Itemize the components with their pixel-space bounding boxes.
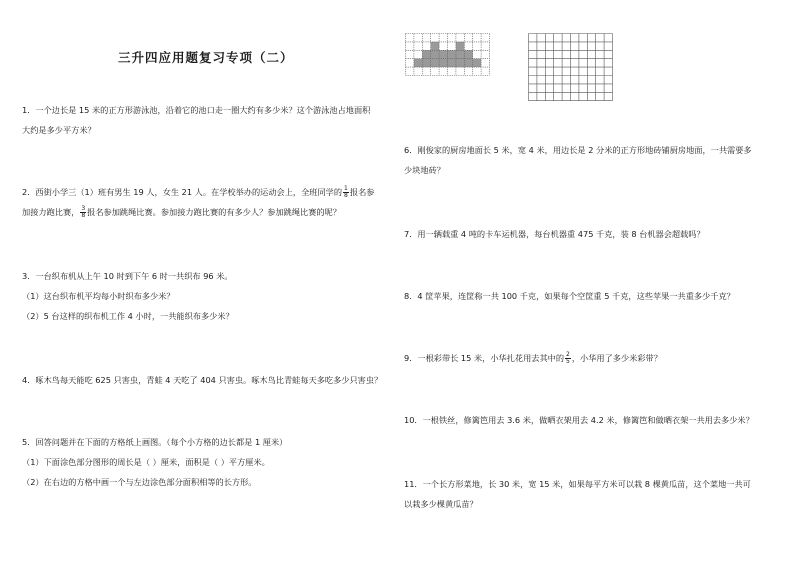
fraction-denominator: 8 — [81, 212, 86, 219]
shaded-grid-shaded-cell — [422, 59, 430, 67]
shaded-grid — [405, 33, 490, 76]
question-10-line-1: 10．一根铁丝，修篱笆用去 3.6 米，做晒衣架用去 4.2 米，修篱笆和做晒衣架一共用去多少米？ — [404, 415, 754, 425]
question-9-line-1 — [404, 348, 662, 368]
question-7-line-1: 7．用一辆载重 4 吨的卡车运机器，每台机器重 475 千克，装 8 台机器会超载吗？ — [404, 229, 705, 239]
question-1-line-2: 大约是多少平方米？ — [22, 125, 96, 135]
question-5-line-2: （1）下面涂色部分图形的周长是（ ）厘米，面积是（ ）平方厘米。 — [22, 457, 270, 467]
shaded-grid-shaded-cell — [448, 59, 456, 67]
question-2-line-2 — [22, 202, 341, 222]
question-2-text-d: 报名参加跳绳比赛。参加接力跑比赛的有多少人？参加跳绳比赛的呢？ — [87, 207, 341, 217]
shaded-grid-shaded-cell — [456, 50, 464, 58]
shaded-grid-svg — [405, 33, 490, 76]
question-5-line-3: （2）在右边的方格中画一个与左边涂色部分面积相等的长方形。 — [22, 477, 257, 487]
shaded-grid-shaded-cell — [456, 59, 464, 67]
question-6-line-2: 少块地砖？ — [404, 165, 445, 175]
question-8-line-1: 8．4 筐苹果，连筐称一共 100 千克，如果每个空筐重 5 千克，这些苹果一共重多少千克？ — [404, 291, 735, 301]
fraction-one-eighth — [343, 186, 349, 199]
fraction-three-eighths — [80, 206, 86, 219]
fraction-denominator: 8 — [344, 192, 348, 199]
shaded-grid-shaded-cell — [439, 50, 447, 58]
question-1-line-1: 1．一个边长是 15 米的正方形游泳池，沿着它的池口走一圈大约有多少米？这个游泳池占地面积 — [22, 105, 371, 115]
question-4-line-1: 4．啄木鸟每天能吃 625 只害虫，青蛙 4 天吃了 404 只害虫。啄木鸟比青蛙每天多吃多少只害虫？ — [22, 375, 383, 385]
shaded-grid-shaded-cell — [448, 50, 456, 58]
shaded-grid-shaded-cell — [456, 42, 464, 50]
question-3-line-3: （2）5 台这样的织布机工作 4 小时，一共能织布多少米？ — [22, 311, 234, 321]
fraction-two-fifths — [565, 352, 571, 365]
question-2-text-b: 报名参 — [349, 187, 375, 197]
fraction-numerator: 2 — [566, 351, 570, 358]
question-6-line-1: 6．刚俊家的厨房地面长 5 米，宽 4 米，用边长是 2 分米的正方形地砖铺厨房地面，一共需要多 — [404, 145, 752, 155]
question-2-text-a: 2．西街小学三（1）班有男生 19 人，女生 21 人。在学校举办的运动会上，全班同学的 — [22, 187, 343, 197]
shaded-grid-shaded-cell — [431, 42, 439, 50]
drawing-grid-svg[interactable] — [528, 33, 613, 101]
question-11-line-1: 11．一个长方形菜地，长 30 米，宽 15 米，如果每平方米可以栽 8 棵黄瓜苗，这个菜地一共可 — [404, 479, 751, 489]
fraction-numerator: 1 — [344, 185, 348, 192]
shaded-grid-shaded-cell — [464, 59, 472, 67]
fraction-numerator: 3 — [81, 205, 86, 212]
shaded-grid-shaded-cell — [431, 59, 439, 67]
question-5-line-1: 5．回答问题并在下面的方格纸上画图。（每个小方格的边长都是 1 厘米） — [22, 437, 288, 447]
shaded-grid-shaded-cell — [422, 50, 430, 58]
shaded-grid-shaded-cell — [414, 59, 422, 67]
question-3-line-2: （1）这台织布机平均每小时织布多少米？ — [22, 291, 175, 301]
question-2-text-c: 加接力跑比赛， — [22, 207, 80, 217]
question-2-line-1 — [22, 182, 374, 202]
drawing-grid[interactable] — [528, 33, 613, 101]
question-11-line-2: 以栽多少棵黄瓜苗？ — [404, 499, 478, 509]
question-9-text-b: ，小华用了多少米彩带？ — [571, 353, 662, 363]
question-3-line-1: 3．一台织布机从上午 10 时到下午 6 时一共织布 96 米。 — [22, 271, 233, 281]
question-9-text-a: 9．一根彩带长 15 米，小华扎花用去其中的 — [404, 353, 565, 363]
shaded-grid-shaded-cell — [439, 59, 447, 67]
shaded-grid-shaded-cell — [431, 50, 439, 58]
shaded-grid-shaded-cell — [473, 59, 481, 67]
page-title: 三升四应用题复习专项（二） — [118, 50, 294, 65]
fraction-denominator: 5 — [566, 358, 570, 365]
shaded-grid-shaded-cell — [464, 50, 472, 58]
